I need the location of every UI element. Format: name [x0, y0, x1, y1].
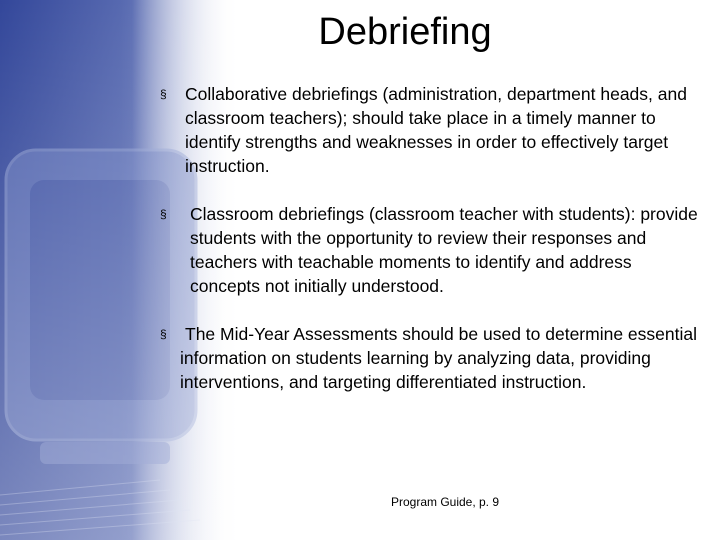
- bullet-marker: §: [160, 327, 167, 341]
- bullet-marker: §: [160, 87, 167, 101]
- bullet-classroom-debriefings: [160, 202, 705, 298]
- bullet-marker: §: [160, 207, 167, 221]
- bullet-text: The Mid-Year Assessments should be used to determine essential information on students learning by analyzing data, providing interventions, and targeting differentiated instruction.: [180, 324, 697, 392]
- bullet-text: Collaborative debriefings (administration, department heads, and classroom teachers); should take place in a timely manner to identify strengths and weaknesses in order to effectively target instruction.: [185, 84, 687, 176]
- bullet-collaborative-debriefings: [160, 82, 690, 178]
- footer-citation: Program Guide, p. 9: [390, 495, 500, 509]
- slide-title: Debriefing: [318, 11, 492, 53]
- bullet-mid-year-assessments: [160, 322, 705, 394]
- bullet-text: Classroom debriefings (classroom teacher with students): provide students with the opportunity to review their responses and teachers with teachable moments to identify and address concepts not initially understood.: [190, 204, 698, 296]
